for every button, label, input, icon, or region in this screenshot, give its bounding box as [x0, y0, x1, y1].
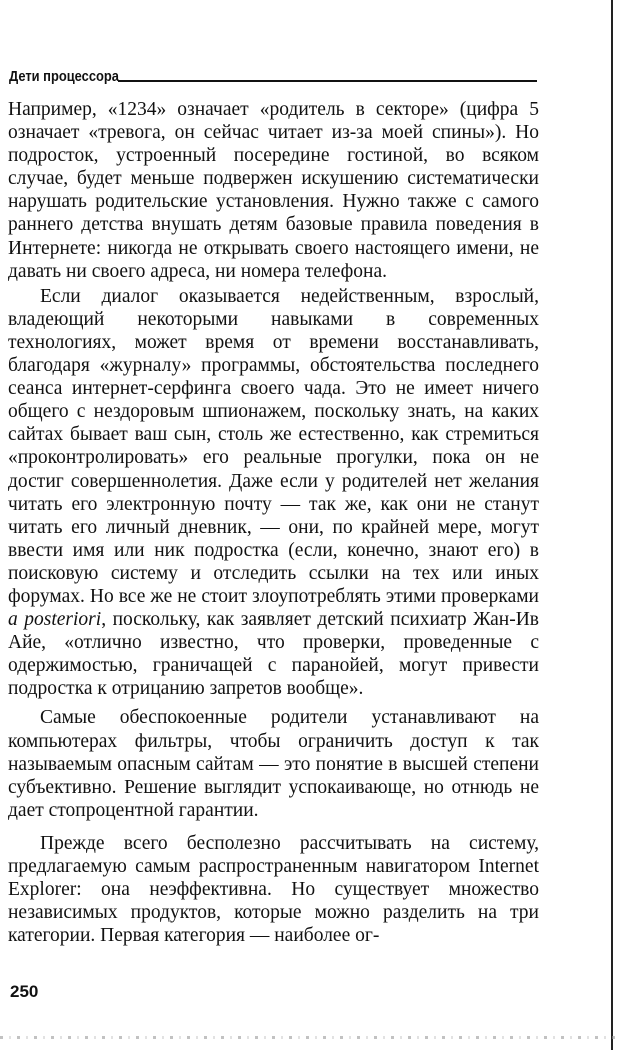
paragraph-4: Прежде всего бесполезно рассчитывать на систему, предлагаемую самым распространенным навигатором Internet Explorer: она неэффективна. Но существует множество независимых продуктов, которые можно разделить на три категории. Первая категория — наиболее ог- — [8, 832, 539, 947]
scan-edge-noise — [0, 1036, 620, 1039]
running-title: Дети процессора — [9, 68, 119, 85]
page-edge-line — [611, 0, 613, 1050]
paragraph-3: Самые обеспокоенные родители устанавливают на компьютерах фильтры, чтобы ограничить доступ к так называемым опасным сайтам — это понятие в высшей степени субъективно. Решение выглядит успокаивающе, но отнюдь не дает стопроцентной гарантии. — [8, 707, 539, 821]
paragraph-2-italic-term: a posteriori — [8, 609, 102, 631]
paragraph-2-text-start: Если диалог оказывается недейственным, взрослый, владеющий некоторыми навыками в современных технологиях, может время от времени восстанавливать, благодаря «журналу» программы, обстоятельства последнего сеанса интернет-серфинга своего чада. Это не имеет ничего общего с нездоровым шпионажем, поскольку знать, на каких сайтах бывает ваш сын, столь же естественно, как стремиться «проконтролировать» его реальные прогулки, пока он не достиг совершеннолетия. Даже если у родителей нет желания читать его электронную почту — так же, как они не станут читать его личный дневник, — они, по крайней мере, могут ввести имя или ник подростка (если, конечно, знают его) в поисковую систему и отследить ссылки на тех или иных форумах. Но все же не стоит злоупотреблять этими проверками — [8, 285, 539, 607]
paragraph-2 — [8, 285, 539, 701]
paragraph-2-text-end: , поскольку, как заявляет детский психиатр Жан-Ив Айе, «отлично известно, что проверки, проведенные с одержимостью, граничащей с паранойей, могут привести подростка к отрицанию запретов вообще». — [8, 609, 539, 700]
page-number: 250 — [10, 982, 39, 1001]
paragraph-1: Например, «1234» означает «родитель в секторе» (цифра 5 означает «тревога, он сейчас читает из-за моей спины»). Но подросток, устроенный посередине гостиной, во всяком случае, будет меньше подвержен искушению систематически нарушать родительские установления. Нужно также с самого раннего детства внушать детям базовые правила поведения в Интернете: никогда не открывать своего настоящего имени, не давать ни своего адреса, ни номера телефона. — [8, 99, 539, 282]
header-rule — [118, 80, 537, 82]
running-header — [9, 62, 537, 84]
body-text — [8, 98, 539, 947]
